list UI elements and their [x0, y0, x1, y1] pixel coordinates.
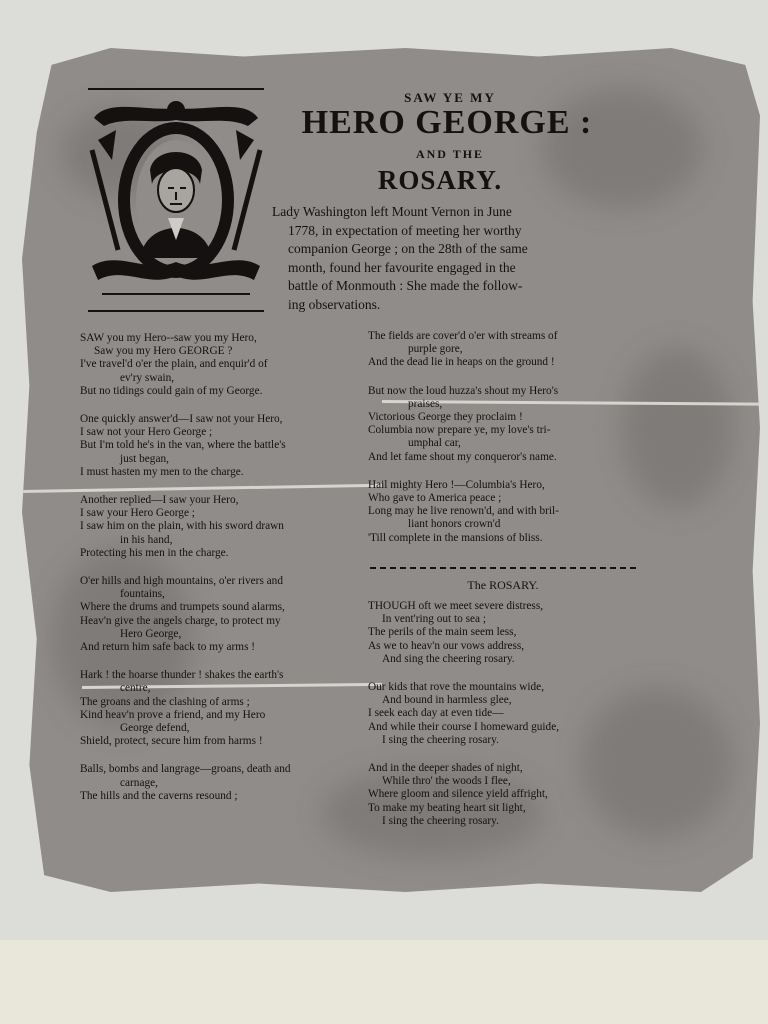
verse-line: Protecting his men in the charge. — [80, 546, 229, 559]
title-line-3: AND THE — [415, 147, 485, 161]
verse-line: Another replied—I saw your Hero, — [80, 494, 239, 507]
intro-line: Lady Washington left Mount Vernon in June — [272, 204, 512, 219]
stanza-gap — [80, 398, 360, 413]
verse-line: Hero George, — [120, 627, 182, 640]
verse-line: I sing the cheering rosary. — [382, 814, 499, 827]
poem-right-column — [368, 330, 638, 545]
stanza-gap — [80, 654, 360, 669]
verse-line: purple gore, — [408, 343, 463, 356]
verse-line: The groans and the clashing of arms ; — [80, 695, 250, 708]
verse-line: liant honors crown'd — [408, 518, 501, 531]
verse-line: Hail mighty Hero !—Columbia's Hero, — [368, 478, 545, 491]
verse-line: I saw your Hero George ; — [80, 507, 195, 520]
verse-line: I seek each day at even tide— — [368, 707, 504, 720]
verse-line: Long may he live renown'd, and with bril- — [368, 505, 559, 518]
stanza-gap — [80, 479, 360, 494]
verse-line: Balls, bombs and langrage—groans, death and — [80, 763, 291, 776]
verse-line: In vent'ring out to sea ; — [382, 613, 486, 626]
verse-line: The fields are cover'd o'er with streams of — [368, 330, 558, 342]
verse-line: And let fame shout my conqueror's name. — [368, 450, 557, 463]
intro-line: companion George ; on the 28th of the same — [288, 241, 528, 256]
verse-line: Hark ! the hoarse thunder ! shakes the earth's — [80, 669, 284, 682]
stanza-gap — [80, 560, 360, 575]
title-hero-george: HERO GEORGE : — [301, 104, 593, 141]
verse-line: One quickly answer'd—I saw not your Hero, — [80, 413, 283, 426]
verse-line: Columbia now prepare ye, my love's tri- — [368, 424, 551, 437]
verse-line: And while their course I homeward guide, — [368, 720, 560, 733]
title-rosary: ROSARY. — [377, 165, 503, 195]
verse-line: praises, — [408, 397, 443, 410]
verse-line: I saw not your Hero George ; — [80, 426, 213, 439]
verse-line: centre, — [120, 682, 151, 695]
verse-line: But no tidings could gain of my George. — [80, 384, 263, 397]
verse-line: THOUGH oft we meet severe distress, — [368, 600, 544, 612]
verse-line: Kind heav'n prove a friend, and my Hero — [80, 708, 266, 721]
verse-line: But I'm told he's in the van, where the battle's — [80, 439, 286, 452]
verse-line: Who gave to America peace ; — [368, 492, 502, 505]
verse-line: SAW you my Hero--saw you my Hero, — [80, 332, 257, 344]
george-portrait-icon — [88, 90, 264, 306]
verse-line: carnage, — [120, 776, 158, 789]
verse-line: The perils of the main seem less, — [368, 626, 517, 639]
verse-line: Shield, protect, secure him from harms ! — [80, 735, 263, 748]
verse-line: I must hasten my men to the charge. — [80, 465, 244, 478]
verse-line: And bound in harmless glee, — [382, 694, 512, 707]
verse-line: And in the deeper shades of night, — [368, 762, 523, 775]
verse-line: Our kids that rove the mountains wide, — [368, 681, 545, 694]
verse-line: just began, — [120, 452, 169, 465]
verse-line: Heav'n give the angels charge, to protect my — [80, 614, 281, 627]
verse-line: ev'ry swain, — [120, 371, 175, 384]
intro-paragraph — [272, 203, 612, 314]
intro-line: month, found her favourite engaged in the — [288, 259, 516, 275]
intro-line: battle of Monmouth : She made the follow- — [288, 278, 523, 293]
verse-line: 'Till complete in the mansions of bliss. — [368, 531, 543, 544]
verse-line: George defend, — [120, 722, 190, 735]
verse-line: The hills and the caverns resound ; — [80, 789, 238, 802]
verse-line: As we to heav'n our vows address, — [368, 639, 525, 652]
stanza-gap — [368, 370, 638, 385]
verse-line: O'er hills and high mountains, o'er rivers and — [80, 575, 283, 588]
verse-line: Where the drums and trumpets sound alarms, — [80, 601, 285, 614]
stanza-gap — [368, 666, 638, 681]
verse-line: Victorious George they proclaim ! — [368, 411, 523, 424]
verse-line: I've travel'd o'er the plain, and enquir'd of — [80, 358, 268, 371]
rosary-heading: The ROSARY. — [467, 578, 539, 592]
intro-line: ing observations. — [288, 296, 381, 312]
intro-line: 1778, in expectation of meeting her worthy — [288, 222, 522, 238]
poem-left-column — [80, 332, 360, 803]
verse-line: And the dead lie in heaps on the ground ! — [368, 356, 555, 369]
verse-line: fountains, — [120, 588, 165, 601]
portrait-woodcut — [88, 88, 264, 312]
verse-line: in his hand, — [120, 533, 173, 546]
verse-line: I sing the cheering rosary. — [382, 733, 499, 746]
stanza-gap — [368, 747, 638, 762]
stanza-gap — [80, 748, 360, 763]
verse-line: Where gloom and silence yield affright, — [368, 788, 548, 801]
verse-line: And sing the cheering rosary. — [382, 652, 515, 665]
verse-line: Saw you my Hero GEORGE ? — [94, 345, 233, 358]
verse-line: And return him safe back to my arms ! — [80, 641, 256, 654]
rosary-poem — [368, 600, 638, 828]
verse-line: umphal car, — [408, 437, 461, 450]
section-divider — [370, 567, 636, 569]
verse-line: While thro' the woods I flee, — [382, 775, 511, 788]
verse-line: To make my beating heart sit light, — [368, 801, 526, 814]
title-line-1: SAW YE MY — [404, 90, 496, 105]
stanza-gap — [368, 464, 638, 479]
verse-line: I saw him on the plain, with his sword drawn — [80, 520, 284, 533]
verse-line: But now the loud huzza's shout my Hero's — [368, 384, 559, 397]
